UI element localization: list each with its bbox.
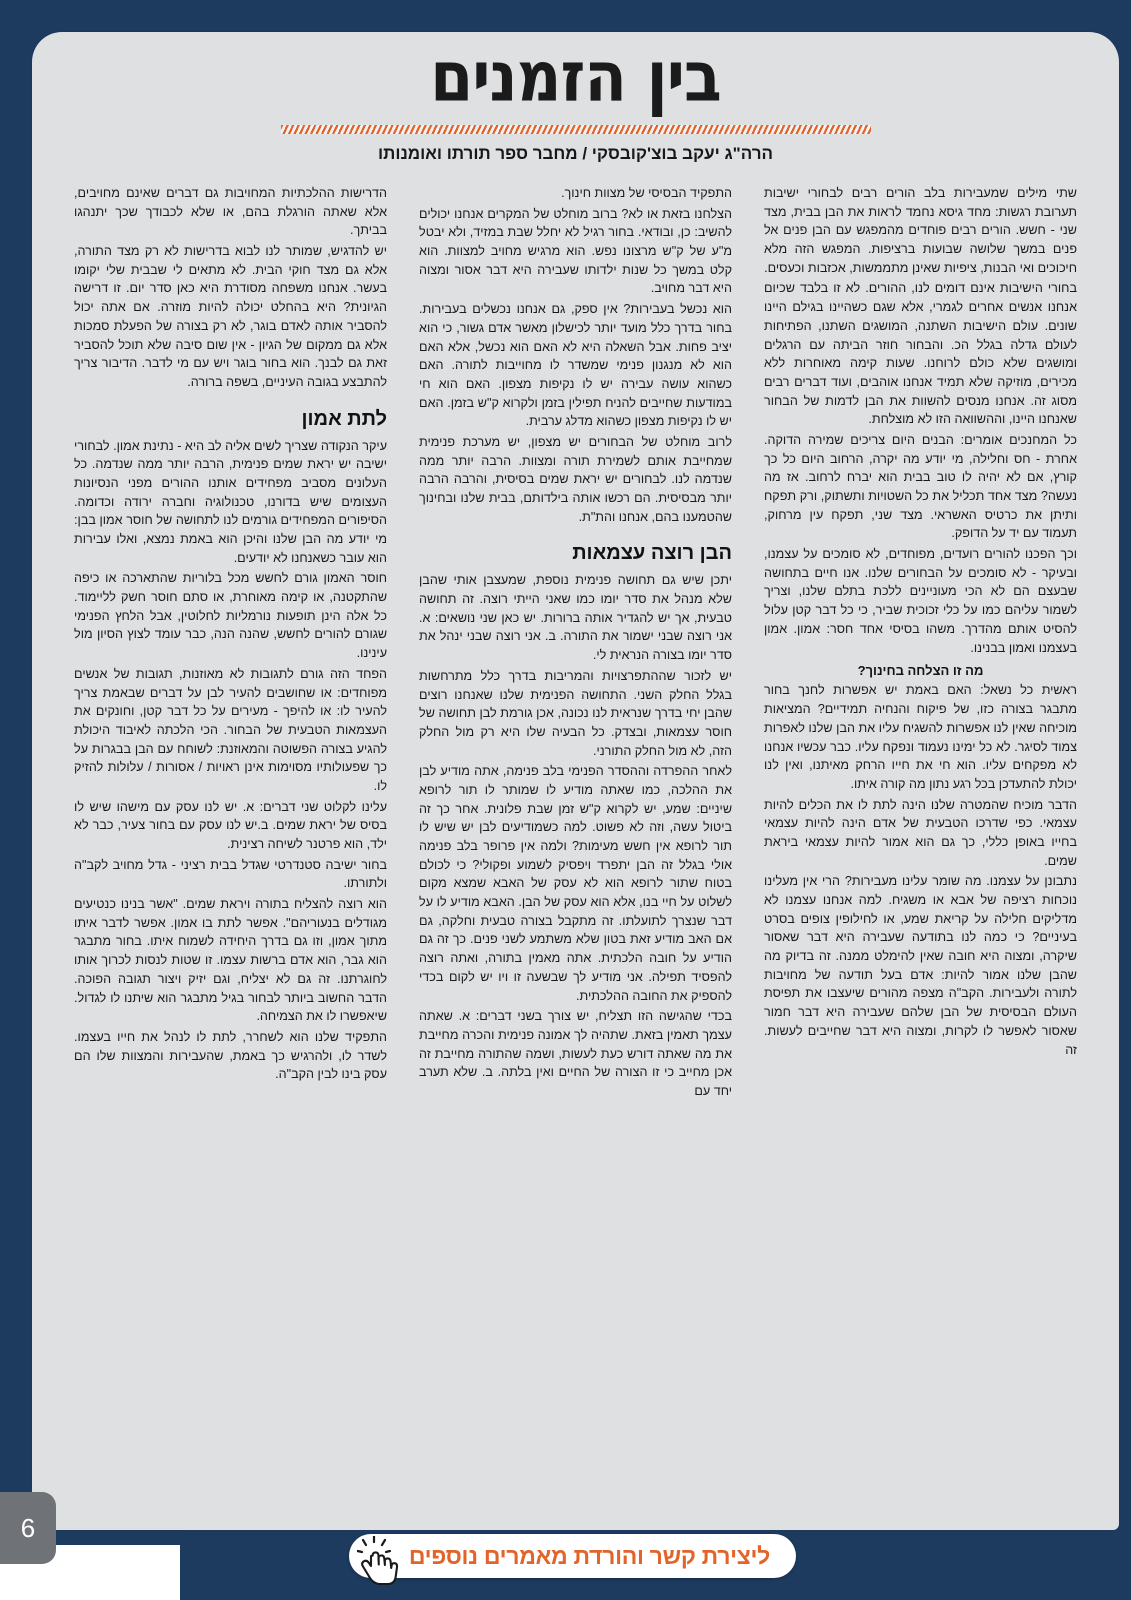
paragraph: הוא נכשל בעבירות? אין ספק, גם אנחנו נכשלים בעבירות. בחור בדרך כלל מועד יותר לכישלון מאשר אדם גשור, כי הוא יציב פחות. אבל השאלה היא לא האם הוא נכשל, אלא האם הוא לא מנגנון פנימי שמשדר לו מחוייבות לתורה. האם כשהוא עושה עבירה יש לו נקיפות מצפון. האם הוא חי במודעות שחייבים להניח תפילין בזמן ולקרוא ק"ש בזמן. האם יש לו נקיפות מצפון כשהוא מדלג ערבית. [419,302,733,429]
paragraph: הדרישות ההלכתיות המחויבות גם דברים שאינם מחויבים, אלא שאתה הורגלת בהם, או שלא לכבודך שכך יתנהגו בביתך. [74,186,388,238]
section-heading-independence: הבן רוצה עצמאות [572,542,733,565]
paragraph: התפקיד הבסיסי של מצוות חינוך. [561,186,733,200]
paragraph: לרוב מוחלט של הבחורים יש מצפון, יש מערכת פנימית שמחייבת אותם לשמירת תורה ומצוות. הרבה יותר ממה שנדמה לנו. לבחורים יש יראת שמים בסיסית, והרבה הרבה יותר מבסיסית. הם רכשו אותה בילדותם, בבית שלנו ובחינוך שהטמענו בהם, אנחנו והת"ת. [419,434,733,524]
contact-cta-button[interactable] [349,1534,796,1578]
paragraph: כל המחנכים אומרים: הבנים היום צריכים שמירה הדוקה. אחרת - חס וחלילה, מי יודע מה יקרה, הרחוב היום כל כך קורץ, אם לא יהיה לו טוב בבית הוא יברח לרחוב. אז מה נעשה? מצד אחד תכליל את כל השטויות ותשתוק, ורק תפקח ותיתן את כרטיס האשראי. מצד שני, תפקח עין מרחוק, תעמוד עם יד על הדופק. [764,432,1077,541]
paragraph: הצלחנו בזאת או לא? ברוב מוחלט של המקרים אנחנו יכולים להשיב: כן, ובודאי. בחור רגיל לא יחלל שבת במזיד, ולא יבטל מ"ע של ק"ש מרצונו נפש. הוא מרגיש מחויב למצוות. הוא קלט במשך כל שנות ילדותו שעבירה היא דבר אסור ומצוה היא דבר מחויב. [419,206,733,296]
article-sheet [32,32,1119,1530]
masthead [32,35,1119,164]
paragraph: שתי מילים שמעבירות בלב הורים רבים לבחורי ישיבות תערובת רגשות: מחד גיסא נחמד לראות את הבן בבית, מצד שני - חשש. הורים רבים פוחדים מהמפגש עם הבן פנים אל פנים במשך שלושה שבועות ברציפות. המפגש הזה מלא חיכוכים ואי הבנות, ציפיות שאינן מתממשות, אכזבות וכעסים. [764,186,1077,275]
paragraph: יש לזכור שההתפרצויות והמריבות בדרך כלל מתרחשות בגלל החלק השני. התחושה הפנימית שלנו שאנחנו רוצים שהבן יחי בדרך שנראית לנו נכונה, אכן גורמת לבן תחושה של חוסר עצמאות, ובצדק. כל הבעיה שלו היא רק מול החלק הזה, לא מול החלק התורני. [419,668,733,758]
subsection-heading-success: מה זו הצלחה בחינוך? [857,663,984,679]
paragraph: הדבר מוכיח שהמטרה שלנו הינה לתת לו את הכלים להיות עצמאי. כפי שדרכו הטבעית של אדם הינה להיות עצמאי בחייו באופן כללי, כך גם הוא אמור להיות עצמאי ביראת שמים. [764,797,1077,868]
author-byline: הרה"ג יעקב בוצ'קובסקי / מחבר ספר תורתו ואומנותו [378,144,773,164]
column-left [58,184,403,1516]
paragraph: נתבונן על עצמנו. מה שומר עלינו מעבירות? הרי אין מעלינו נוכחות רציפה של אבא או משגיח. למה אנחנו עצמנו לא מדליקים חלילה על קריאת שמע, או לחילופין צופים בסרט בעיניים? כי כמה לנו בתודעה שעבירה היא דבר שאסור שיקרה, ומצוה היא חובה שאין להימלט ממנה. זה בדיוק מה שהבן שלנו אמור להיות: אדם בעל תודעה של מחויבות לתורה ולעבירות. הקב"ה מצפה מהורים שיעצבו את תפיסת העולם הבסיסית של הבן שלהם שעבירה היא דבר חמור שאסור לאפשר לו לקרות, ומצוה היא דבר שחייבים לעשות. זה [764,874,1077,1057]
paragraph: ראשית כל נשאל: האם באמת יש אפשרות לחנך בחור מתבגר בצורה כזו, של פיקוח והנחיה תמידיים? המציאות מוכיחה שאין לנו אפשרות להשגיח עליו את הבן שלנו לאפרות צמוד לסיגר. לא כל ימינו נעמוד ונפקח עליו. כבר עכשיו אנחנו לא מפקחים עליו. הוא חי את חייו הרחק מאיתנו, ואין לנו יכולת להתעדכן בכל רגע נתון מה קורה איתו. [764,683,1077,791]
masthead-divider [281,125,871,134]
paragraph: הפחד הזה גורם לתגובות לא מאוזנות, תגובות של אנשים מפוחדים: או שחושבים להעיר לבן על דברים שבאמת צריך להעיר לו: או להיפך - מעירים על כל דבר קטן, וחונקים את העצמאות הטבעית של הבחור. הכי הלכתה לאיבוד היכולת להגיע בצורה הפשוטה והמאוזנת: לשוחח עם הבן בבגרות על כך שפעולותיו מסוימות אינן ראויות / אסורות / עלולות להזיק לו. [74,666,388,793]
pointing-hand-click-icon [357,1536,405,1588]
paragraph: התפקיד שלנו הוא לשחרר, לתת לו לנהל את חייו בעצמו. לשדר לו, ולהרגיש כך באמת, שהעבירות והמצוות שלו הם עסק בינו לבין הקב"ה. [74,1029,388,1082]
paragraph: בחור ישיבה סטנדרטי שגדל בבית רציני - גדל מחויב לקב"ה ולתורתו. [74,857,388,891]
paragraph: עלינו לקלוט שני דברים: א. יש לנו עסק עם מישהו שיש לו בסיס של יראת שמים. ב.יש לנו עסק עם בחור צעיר, כבר לא ילד, הוא פרטנר לשיחה רצינית. [74,799,388,851]
page-number: 6 [0,1492,56,1564]
paragraph: עיקר הנקודה שצריך לשים אליה לב היא - נתינת אמון. לבחורי ישיבה יש יראת שמים פנימית, הרבה יותר ממה שנדמה. כל העלונים מסביב מפחידים אותנו ההורים מפני הנסיונות העצומים שיש בדורנו, טכנולוגיה וחברה ירודה וכדומה. הסיפורים המפחידים גורמים לנו לתחושה של חוסר אמון בבן: מי יודע מה הבן שלנו והיכן הוא באמת נמצא, ואלו עבירות הוא עובר כשאנחנו לא יודעים. [74,438,388,565]
column-middle [403,184,748,1516]
article-columns [58,184,1093,1516]
paragraph: בכדי שהגישה הזו תצליח, יש צורך בשני דברים: א. שאתה עצמך תאמין בזאת. שתהיה לך אמונה פנימית והכרה מחייבת את מה שאתה דורש כעת לעשות, ושמה שהתורה מחייבת זה אכן מחייב כי זו הצורה של החיים ואין בלתה. ב. שלא תערב יחד עם [419,1009,733,1098]
paragraph: יש להדגיש, שמותר לנו לבוא בדרישות לא רק מצד התורה, אלא גם מצד חוקי הבית. לא מתאים לי שבבית שלי יקומו בעשר. אנחנו משפחה מסודרת היא כאן סדר יום. זו דרישה הגיונית? היא בהחלט יכולה להיות מוזרה. אם אתה יכול להסביר אותה לאדם בוגר, לא רק בצורה של הפעלת סמכות אלא גם ממקום של הגיון - אין שום סיבה שלא תוכל להסביר זאת גם לבנך. הוא בחור בוגר ויש עם מי לדבר. הדיבור צריך להתבצע בגובה העיניים, בשפה ברורה. [74,244,388,389]
paragraph: יתכן שיש גם תחושה פנימית נוספת, שמעצבן אותי שהבן שלא מנהל את סדר יומו כמו שאני הייתי רוצה. זה תחושה טבעית, אך יש להגדיר אותה ברורות. יש כאן שני נושאים: א. אני רוצה שבני ישמור את התורה. ב. אני רוצה שבני ינהל את סדר יומו בצורה הנראית לי. [419,573,733,663]
paragraph: לאחר ההפרדה וההסדר הפנימי בלב פנימה, אתה מודיע לבן את ההלכה, כמו שאתה מודיע לו שמותר לו תור לרופא שיניים: שמע, יש לקרוא ק"ש זמן שבת פלונית. אחר כך זה ביטול עשה, וזה לא פשוט. למה כשמודיעים לבן יש שיש לו תור לרופא אין חשש מעימות? ולמה אין פרופר בלב פנימה אולי בגלל זה הבן יתפרד ויפסיק לשמוע ופקולי? כי לכולם בטוח שתור לרופא הוא לא עסק של האבא שמצא מקום לשלוט על חיי בנו, אלא הוא עסק של הבן. האבא מודיע לו על דבר שנצרך לתועלתו. זה מתקבל בצורה טבעית וחלקה, גם אם האב מודיע זאת בטון שלא משתמע לשני פנים. כך זה גם הודיע על חובה הלכתית. אתה מאמין בתורה, ואתה רוצה להפסיד תפילה. אני מודיע לך שבשעה זו ויו יש לקום בכדי להספיק את החובה ההלכתית. [419,764,733,1003]
section-heading-trust: לתת אמון [301,407,388,430]
contact-cta-label: ליצירת קשר והורדת מאמרים נוספים [408,1542,770,1569]
paragraph: הוא רוצה להצליח בתורה ויראת שמים. "אשר בנינו כנטיעים מגודלים בנעוריהם". אפשר לתת בו אמון. אפשר לדבר איתו מתוך אמון, וזו גם בדרך היחידה לשמוח איתו. בחור מתבגר הוא גבר, הוא אדם ברשות עצמו. זו שטות לנסות לכרוך אותו לחוגרתנו. זה גם לא יצליח, וגם יזיק ויצור תגובה הפוכה. הדבר החשוב ביותר לבחור בגיל מתבגר הוא שיתנו לו לגדול. שיאפשרו לו את הצמיחה. [74,897,388,1024]
page-title: בין הזמנים [430,35,721,118]
paragraph: בחורי הישיבות אינם דומים לנו, ההורים. לא זו בלבד שכיום אנחנו אנשים אחרים לגמרי, אלא שגם כשהיינו בגילם היינו שונים. עולם הישיבות השתנה, המושגים השתנו, הפתיחות לעולם גדלה בגלל הכ. והבחור חוזר הביתה עם הרגלים ומושגים שלא כולם לרוחנו. שעות קימה מאוחרות ללא מכירים, מוזיקה שלא תמיד אנחנו אוהבים, ועוד דברים רבים מסוג זה. אנחנו מנסים להשוות את הבן לדמות של הבחור שאנחנו היינו, וההשוואה הזו לא מוצלחת. [764,281,1077,427]
paragraph: חוסר האמון גורם לחשש מכל בלוריות שהתארכה או כיפה שהתקטנה, או קימה מאוחרת, או סתם חוסר חשק לליימוד. כל אלה הינן תופעות נורמליות לחלוטין, אבל הלחץ הפנימי שגורם להורים לחשש, שהנה הנה, כבר עומד לצוץ הסיון מול עינינו. [74,571,388,661]
column-right [748,184,1093,1516]
paragraph: וכך הפכנו להורים רועדים, מפוחדים, לא סומכים על עצמנו, ובעיקר - לא סומכים על הבחורים שלנו. אנו חיים בתחושה שבעצם הם לא הכי מעוניינים ללכת בתלם שלנו, וצריך לשמור עליהם כמו על כלי זכוכית שביר, כי כל דבר קטן עלול להסיט אותם מהדרך. משהו בסיסי אחד חסר: אמון. אמון בעצמנו ואמון בבנינו. [764,547,1077,655]
